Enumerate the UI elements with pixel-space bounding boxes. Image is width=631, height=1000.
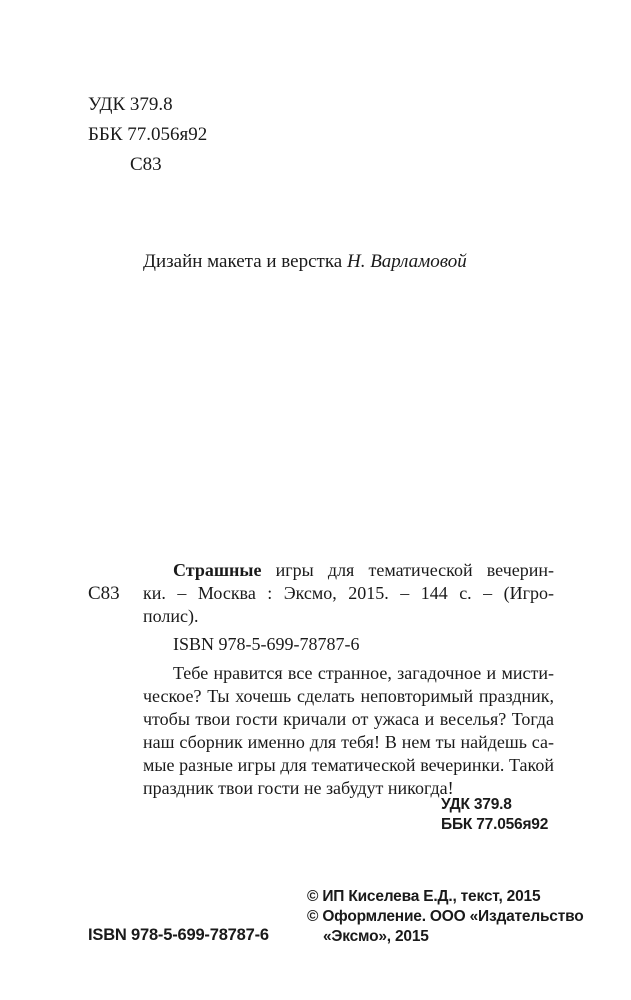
design-credit-text: Дизайн макета и верстка [143,251,347,272]
catalog-mark: С83 [88,583,120,604]
design-credit [143,251,467,273]
catalog-title-rest: игры для тематической вечерин- [261,560,554,580]
bbk-code: ББК 77.056я92 [88,124,208,145]
designer-name: Н. Варламовой [346,251,467,272]
copyright-line-1: © ИП Киселева Е.Д., текст, 2015 [307,888,541,905]
bottom-udk-code: УДК 379.8 [441,796,512,813]
catalog-line-2: ки. – Москва : Эксмо, 2015. – 144 с. – (Игро- [143,583,554,603]
author-mark: С83 [130,154,162,175]
annotation-line-3: чтобы твои гости кричали от ужаса и веселья? Тогда [143,709,554,729]
catalog-line-1 [173,560,554,581]
annotation-line-2: ческое? Ты хочешь сделать неповторимый праздник, [143,686,554,706]
catalog-title: Страшные [173,560,262,580]
catalog-isbn: ISBN 978-5-699-78787-6 [173,634,360,654]
annotation-line-6: праздник твои гости не забудут никогда! [143,778,454,798]
copyright-line-2: © Оформление. ООО «Издательство [307,908,584,925]
annotation-line-5: мые разные игры для тематической вечеринки. Такой [143,755,554,775]
udk-code: УДК 379.8 [88,94,173,115]
annotation-line-1: Тебе нравится все странное, загадочное и мисти- [173,663,554,683]
bottom-isbn: ISBN 978-5-699-78787-6 [88,926,269,944]
bottom-bbk-code: ББК 77.056я92 [441,816,549,833]
catalog-line-3: полис). [143,606,199,626]
copyright-line-3: «Эксмо», 2015 [323,928,429,945]
annotation-line-4: наш сборник именно для тебя! В нем ты найдешь са- [143,732,554,752]
